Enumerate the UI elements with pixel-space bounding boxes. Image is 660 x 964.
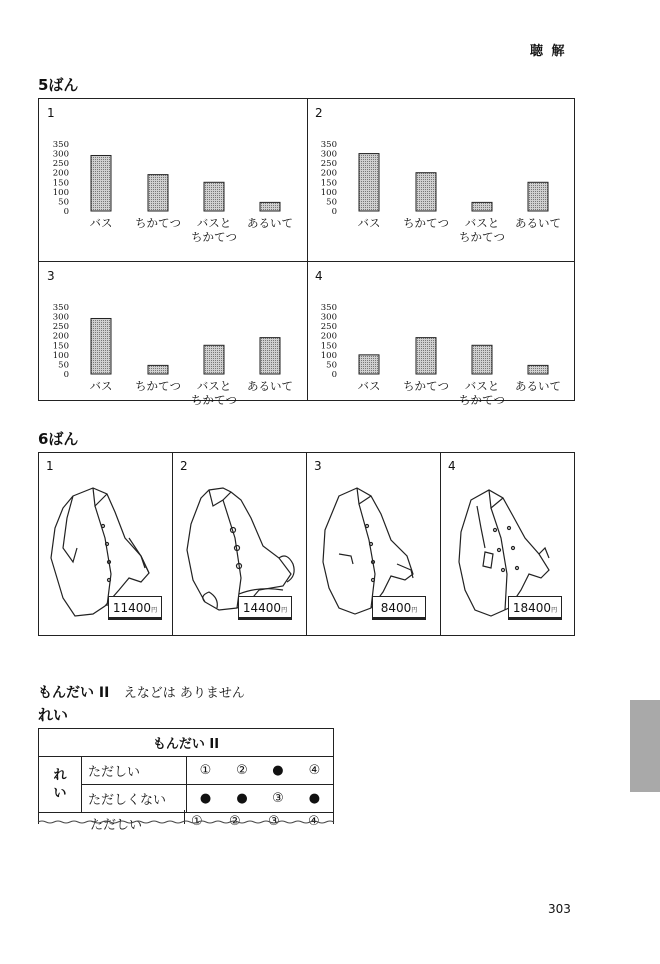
y-tick-label: 150 bbox=[320, 178, 337, 189]
chart-panel-number: 2 bbox=[315, 106, 323, 120]
row-label-incorrect: ただしくない bbox=[82, 785, 187, 813]
category-label: バス bbox=[357, 379, 381, 393]
cut-off-row bbox=[38, 810, 334, 833]
category-label: あるいて bbox=[247, 216, 293, 230]
grid-divider bbox=[440, 453, 441, 635]
bar-1 bbox=[359, 154, 379, 211]
answer-bubble: ④ bbox=[296, 757, 334, 785]
y-tick-label: 350 bbox=[52, 140, 69, 150]
bar-1 bbox=[91, 155, 111, 211]
y-tick-label: 50 bbox=[58, 360, 69, 371]
category-label: ちかてつ bbox=[459, 230, 505, 244]
category-label: あるいて bbox=[247, 379, 293, 393]
category-label: ちかてつ bbox=[135, 216, 181, 230]
bar-3 bbox=[472, 345, 492, 374]
category-label: ちかてつ bbox=[135, 379, 181, 393]
question-6-title: 6ばん bbox=[38, 430, 79, 448]
answer-bubble: ● bbox=[224, 785, 260, 813]
bar-2 bbox=[148, 365, 168, 374]
page-number: 303 bbox=[548, 902, 571, 916]
bar-1 bbox=[359, 355, 379, 374]
category-label: ちかてつ bbox=[403, 216, 449, 230]
y-tick-label: 200 bbox=[52, 168, 69, 179]
answer-bubble: ① bbox=[187, 757, 225, 785]
y-tick-label: 0 bbox=[63, 207, 69, 217]
answer-bubble: ① bbox=[191, 814, 203, 829]
chart-panel-number: 3 bbox=[47, 269, 55, 283]
price-unit: 円 bbox=[281, 607, 288, 614]
answer-bubble: ● bbox=[260, 757, 296, 785]
bar-1 bbox=[91, 318, 111, 374]
y-tick-label: 150 bbox=[52, 341, 69, 352]
answer-sheet-example bbox=[38, 728, 334, 813]
price-unit: 円 bbox=[411, 607, 418, 614]
category-label: ちかてつ bbox=[403, 379, 449, 393]
y-tick-label: 100 bbox=[52, 187, 69, 198]
price-tag-2 bbox=[238, 596, 292, 620]
row-label-correct: ただしい bbox=[82, 757, 187, 785]
category-label: あるいて bbox=[515, 379, 561, 393]
price-unit: 円 bbox=[551, 607, 558, 614]
answer-bubble: ④ bbox=[308, 814, 320, 829]
y-tick-label: 50 bbox=[58, 197, 69, 208]
bar-4 bbox=[528, 182, 548, 211]
category-label: バスと bbox=[196, 216, 232, 230]
y-tick-label: 350 bbox=[320, 140, 337, 150]
price-value: 18400 bbox=[512, 601, 552, 615]
bar-4 bbox=[260, 338, 280, 374]
y-tick-label: 250 bbox=[320, 322, 337, 333]
bar-2 bbox=[416, 173, 436, 211]
chart-panel-number: 1 bbox=[47, 106, 55, 120]
coat-option-number: 3 bbox=[314, 459, 322, 473]
rei-row-label-2: い bbox=[53, 785, 67, 801]
bar-3 bbox=[204, 182, 224, 211]
category-label: ちかてつ bbox=[191, 393, 237, 407]
rei-row-label-1: れ bbox=[53, 767, 67, 783]
y-tick-label: 200 bbox=[320, 331, 337, 342]
bar-2 bbox=[148, 175, 168, 211]
y-tick-label: 300 bbox=[52, 312, 69, 323]
category-label: バス bbox=[89, 216, 113, 230]
coat-option-number: 4 bbox=[448, 459, 456, 473]
bar-2 bbox=[416, 338, 436, 374]
bar-3 bbox=[204, 345, 224, 374]
bar-3 bbox=[472, 202, 492, 211]
y-tick-label: 50 bbox=[326, 197, 337, 208]
rei-label: れい bbox=[38, 706, 69, 724]
category-label: バス bbox=[89, 379, 113, 393]
y-tick-label: 300 bbox=[52, 149, 69, 160]
grid-divider bbox=[172, 453, 173, 635]
y-tick-label: 250 bbox=[52, 322, 69, 333]
category-label: バス bbox=[357, 216, 381, 230]
price-tag-4 bbox=[508, 596, 562, 620]
category-label: あるいて bbox=[515, 216, 561, 230]
question-5-title: 5ばん bbox=[38, 76, 79, 94]
price-tag-3 bbox=[372, 596, 426, 620]
bar-4 bbox=[260, 202, 280, 211]
mondai-2-title: もんだい II bbox=[38, 685, 110, 701]
rei-row-label bbox=[39, 757, 82, 813]
y-tick-label: 300 bbox=[320, 149, 337, 160]
mondai-2-heading bbox=[38, 682, 245, 702]
chart-panel-1 bbox=[39, 99, 306, 261]
y-tick-label: 200 bbox=[320, 168, 337, 179]
category-label: バスと bbox=[464, 379, 500, 393]
y-tick-label: 150 bbox=[52, 178, 69, 189]
y-tick-label: 300 bbox=[320, 312, 337, 323]
chapter-tab-marker bbox=[630, 700, 660, 792]
chart-panel-3 bbox=[39, 262, 306, 407]
category-label: バスと bbox=[196, 379, 232, 393]
y-tick-label: 100 bbox=[320, 187, 337, 198]
grid-divider bbox=[306, 453, 307, 635]
category-label: ちかてつ bbox=[191, 230, 237, 244]
y-tick-label: 0 bbox=[331, 207, 337, 217]
y-tick-label: 200 bbox=[52, 331, 69, 342]
answer-sheet-header: もんだい II bbox=[39, 729, 334, 757]
chart-panel-4 bbox=[307, 262, 574, 407]
answer-bubble: ② bbox=[224, 757, 260, 785]
answer-bubble: ③ bbox=[260, 785, 296, 813]
bar-4 bbox=[528, 365, 548, 374]
category-label: バスと bbox=[464, 216, 500, 230]
coat-option-number: 1 bbox=[46, 459, 54, 473]
y-tick-label: 350 bbox=[52, 303, 69, 313]
answer-bubble: ② bbox=[229, 814, 241, 829]
y-tick-label: 0 bbox=[331, 370, 337, 380]
y-tick-label: 100 bbox=[320, 350, 337, 361]
y-tick-label: 100 bbox=[52, 350, 69, 361]
answer-bubble: ③ bbox=[268, 814, 280, 829]
y-tick-label: 150 bbox=[320, 341, 337, 352]
y-tick-label: 0 bbox=[63, 370, 69, 380]
answer-bubble: ● bbox=[187, 785, 225, 813]
price-unit: 円 bbox=[151, 607, 158, 614]
y-tick-label: 350 bbox=[320, 303, 337, 313]
price-tag-1 bbox=[108, 596, 162, 620]
mondai-2-note: えなどは ありません bbox=[123, 686, 245, 701]
answer-bubble: ● bbox=[296, 785, 334, 813]
price-value: 14400 bbox=[242, 601, 282, 615]
price-value: 8400 bbox=[380, 601, 412, 615]
chart-panel-2 bbox=[307, 99, 574, 261]
price-value: 11400 bbox=[112, 601, 152, 615]
wavy-cut-edge bbox=[38, 820, 334, 824]
category-label: ちかてつ bbox=[459, 393, 505, 407]
coat-option-number: 2 bbox=[180, 459, 188, 473]
y-tick-label: 50 bbox=[326, 360, 337, 371]
y-tick-label: 250 bbox=[52, 159, 69, 170]
chart-panel-number: 4 bbox=[315, 269, 323, 283]
row-label-correct: ただしい bbox=[90, 818, 143, 833]
section-header: 聴 解 bbox=[530, 44, 567, 59]
y-tick-label: 250 bbox=[320, 159, 337, 170]
